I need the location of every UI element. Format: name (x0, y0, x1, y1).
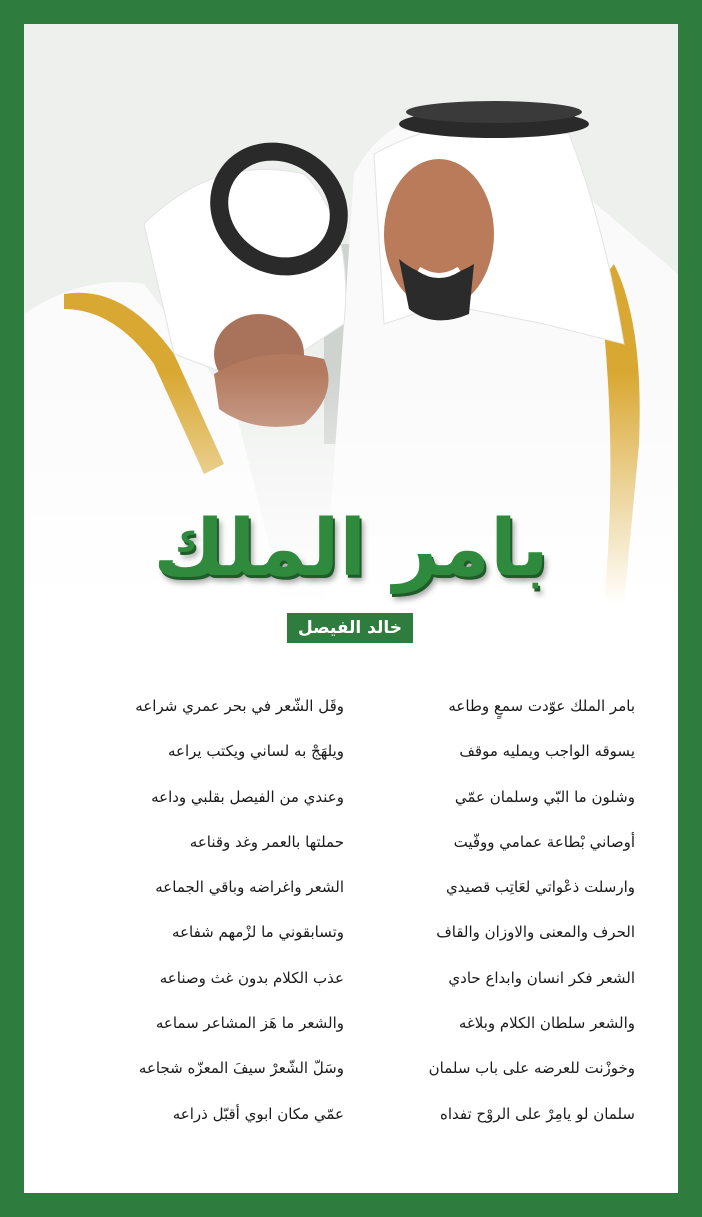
verse-line: أوصاني بْطاعة عمامي ووفّيت (453, 832, 635, 851)
verse-line: والشعر ما هَز المشاعر سماعه (155, 1014, 344, 1033)
verses-column-right (385, 684, 635, 1137)
verse-line: والشعر سلطان الكلام وبلاغه (458, 1014, 635, 1033)
verse-line: بامر الملك عوّدت سمعٍ وطاعه (448, 697, 635, 715)
author-badge: خالد الفيصل (287, 613, 413, 643)
verse-line: الشعر فكر انسان وابداع حادي (448, 968, 635, 987)
verse-line: حملتها بالعمر وغد وقناعه (189, 832, 344, 851)
verse-line: سلمان لو يامِرْ على الروْح تفداه (439, 1104, 635, 1123)
verse-line: الحرف والمعنى والاوزان والقاف (436, 923, 635, 942)
verse-line: وارسلت ذعْواتي لعَاتِب قصيدي (445, 878, 635, 897)
verse-line: عذب الكلام بدون غث وصناعه (159, 968, 344, 987)
verse-line: وقَل الشّعر في بحر عمري شراعه (135, 697, 344, 715)
verses-column-left (94, 684, 344, 1137)
verse-line: الشعر واغراضه وباقي الجماعه (155, 878, 344, 897)
verse-line: وخوزْنت للعرضه على باب سلمان (428, 1059, 635, 1078)
verse-line: وشلون ما البّي وسلمان عمّي (454, 787, 635, 806)
verse-line: عمّي مكان ابوي أقبّل ذراعه (172, 1104, 344, 1123)
verse-line: وتسابقوني ما لزْمهم شفاعه (172, 923, 344, 942)
poem-title: بامر الملك (153, 504, 549, 594)
verse-line: ويلهَجْ به لساني ويكتب يراعه (167, 742, 344, 761)
verse-line: يسوقه الواجب ويمليه موقف (459, 742, 635, 761)
poster-card (24, 24, 678, 1193)
verse-line: وسَلّ الشّعرْ سيفَ المعزّه شجاعه (138, 1059, 344, 1078)
verse-line: وعندي من الفيصل بقلبي وداعه (151, 787, 344, 806)
